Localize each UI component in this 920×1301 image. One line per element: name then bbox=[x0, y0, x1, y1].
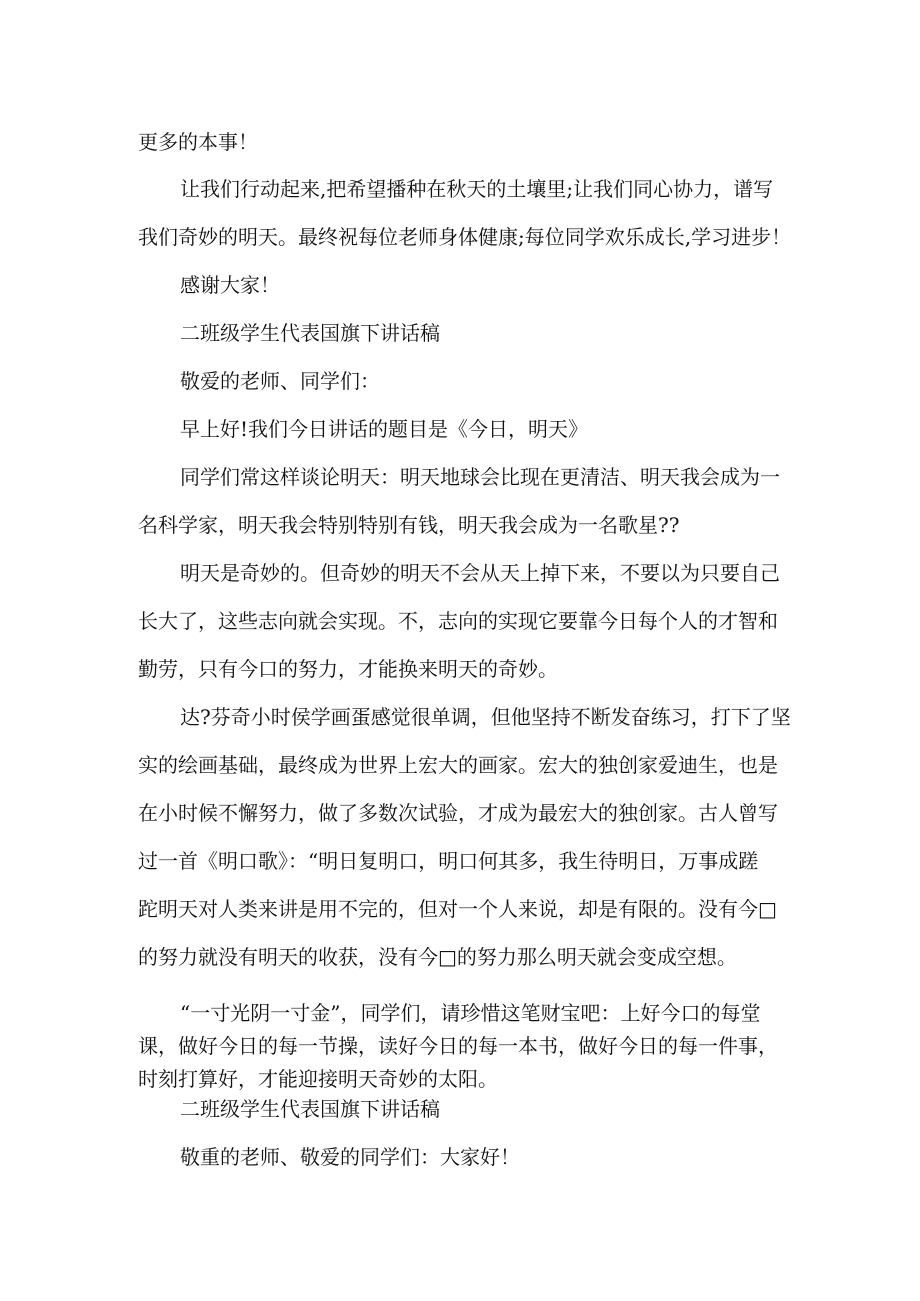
text-line: 二班级学生代表国旗下讲话稿 bbox=[180, 321, 440, 345]
speech-title-2 bbox=[138, 1085, 788, 1133]
text-line: 过一首《明口歌》：“明日复明口，明口何其多，我生待明日，万事成蹉 bbox=[138, 849, 759, 873]
text-line: 时刻打算好，才能迎接明天奇妙的太阳。 bbox=[138, 1067, 498, 1091]
text-line: 让我们行动起来,把希望播种在秋天的土壤里;让我们同心协力，谱写 bbox=[180, 177, 774, 201]
speech-title bbox=[138, 309, 788, 357]
paragraph-9 bbox=[138, 693, 791, 981]
text-line: 我们奇妙的明天。最终祝每位老师身体健康;每位同学欢乐成长,学习进步！ bbox=[138, 225, 792, 249]
greeting bbox=[138, 357, 788, 405]
text-line: 感谢大家！ bbox=[180, 273, 280, 297]
text-line: 名科学家，明天我会特别特别有钱，明天我会成为一名歌星?? bbox=[138, 513, 680, 537]
text-line: 达?芬奇小时侯学画蛋感觉很单调，但他坚持不断发奋练习，打下了坚 bbox=[180, 705, 791, 729]
paragraph-2 bbox=[138, 165, 792, 261]
paragraph-10 bbox=[138, 997, 788, 1096]
paragraph-7 bbox=[138, 453, 788, 549]
paragraph-3 bbox=[138, 261, 788, 309]
text-line: 明天是奇妙的。但奇妙的明天不会从天上掉下来，不要以为只要自己 bbox=[180, 561, 780, 585]
text-line: 更多的本事！ bbox=[138, 130, 258, 154]
greeting-2 bbox=[138, 1133, 788, 1181]
paragraph-6 bbox=[138, 405, 788, 453]
text-line: 的努力就没有明天的收获，没有今□的努力那么明天就会变成空想。 bbox=[138, 945, 737, 969]
paragraph-1 bbox=[138, 118, 788, 166]
text-line: 敬重的老师、敬爱的同学们：大家好！ bbox=[180, 1145, 520, 1169]
text-line: “一寸光阴一寸金”，同学们，请珍惜这笔财宝吧：上好今口的每堂 bbox=[180, 1001, 761, 1025]
text-line: 在小时候不懈努力，做了多数次试验，才成为最宏大的独创家。古人曾写 bbox=[138, 801, 778, 825]
text-line: 长大了，这些志向就会实现。不，志向的实现它要靠今日每个人的才智和 bbox=[138, 609, 778, 633]
paragraph-8 bbox=[138, 549, 788, 693]
text-line: 课，做好今日的每一节操，读好今日的每一本书，做好今日的每一件事， bbox=[138, 1034, 778, 1058]
text-line: 勤劳，只有今口的努力，才能换来明天的奇妙。 bbox=[138, 657, 558, 681]
text-line: 同学们常这样谈论明天：明天地球会比现在更清洁、明天我会成为一 bbox=[180, 465, 780, 489]
text-line: 敬爱的老师、同学们： bbox=[180, 369, 380, 393]
text-line: 二班级学生代表国旗下讲话稿 bbox=[180, 1097, 440, 1121]
text-line: 跎明天对人类来讲是用不完的，但对一个人来说，却是有限的。没有今□ bbox=[138, 897, 777, 921]
text-line: 早上好!我们今日讲话的题目是《今日，明天》 bbox=[180, 417, 589, 441]
text-line: 实的绘画基础，最终成为世界上宏大的画家。宏大的独创家爱迪生，也是 bbox=[138, 753, 778, 777]
